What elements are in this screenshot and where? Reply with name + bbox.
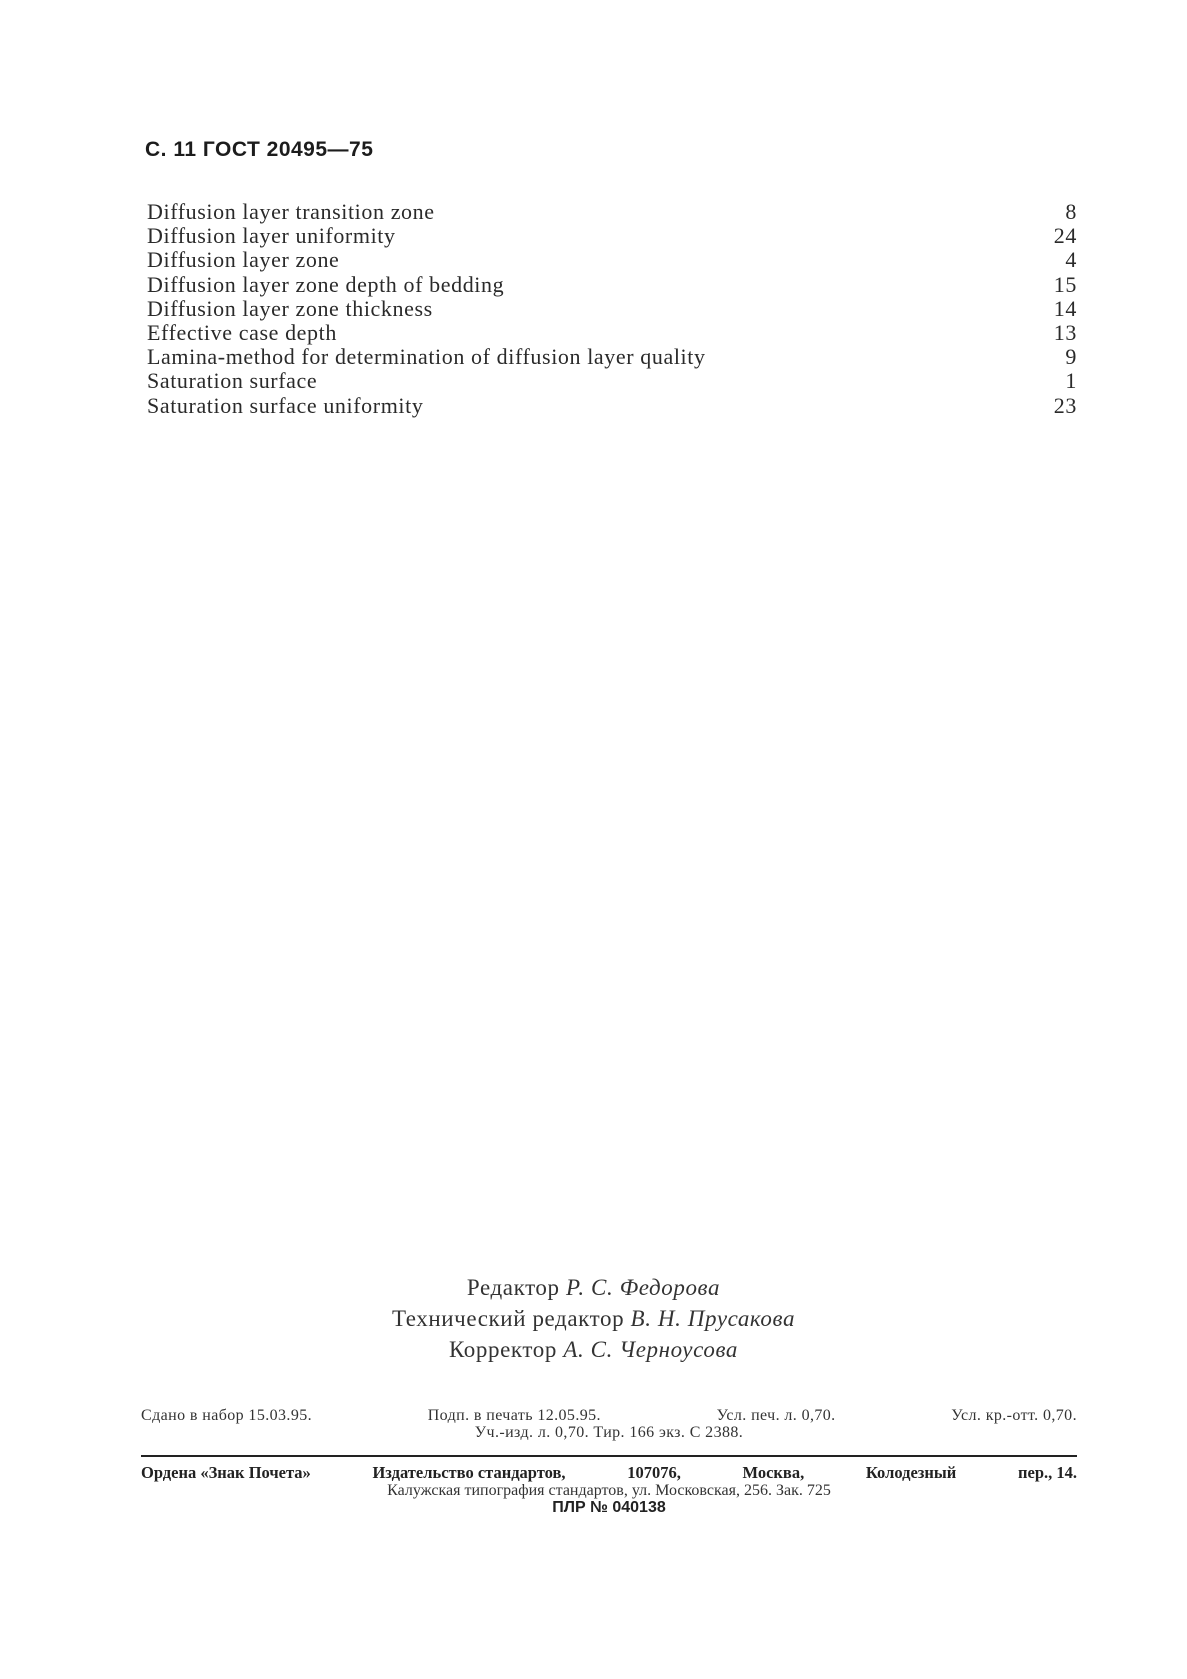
staff-line-technical-editor bbox=[0, 1303, 1187, 1334]
staff-name: Р. С. Федорова bbox=[566, 1275, 721, 1300]
index-term: Diffusion layer transition zone bbox=[147, 199, 435, 224]
license-number: ПЛР № 040138 bbox=[552, 1499, 666, 1516]
term-index-list bbox=[147, 200, 1077, 418]
publisher-street: Колодезный bbox=[865, 1463, 957, 1482]
index-term: Saturation surface uniformity bbox=[147, 392, 424, 418]
index-entry bbox=[147, 200, 1077, 224]
publisher-block bbox=[141, 1464, 1077, 1516]
publisher-city: Москва, bbox=[742, 1463, 805, 1482]
index-page-number: 1 bbox=[1065, 368, 1077, 394]
publisher-postcode: 107076, bbox=[627, 1463, 681, 1482]
staff-role: Корректор bbox=[449, 1337, 557, 1362]
publisher-line bbox=[141, 1464, 1077, 1482]
staff-name: А. С. Черноусова bbox=[563, 1337, 738, 1362]
index-page-number: 9 bbox=[1065, 344, 1077, 370]
staff-role: Технический редактор bbox=[391, 1306, 625, 1331]
staff-line-editor bbox=[0, 1272, 1187, 1303]
index-term: Diffusion layer zone thickness bbox=[147, 295, 433, 321]
index-page-number: 4 bbox=[1065, 247, 1077, 273]
index-page-number: 8 bbox=[1065, 199, 1077, 224]
editorial-staff bbox=[0, 1272, 1187, 1365]
staff-name: В. Н. Прусакова bbox=[630, 1306, 796, 1331]
index-term: Lamina-method for determination of diffusion layer quality bbox=[147, 344, 706, 370]
index-term: Diffusion layer uniformity bbox=[147, 223, 396, 249]
index-term: Diffusion layer zone bbox=[147, 247, 340, 273]
imprint-line: Уч.-изд. л. 0,70. Тир. 166 экз. С 2388. bbox=[474, 1424, 744, 1441]
index-entry bbox=[147, 369, 1077, 393]
staff-line-proofreader bbox=[0, 1334, 1187, 1365]
index-term: Diffusion layer zone depth of bedding bbox=[147, 271, 505, 297]
index-page-number: 24 bbox=[1053, 223, 1077, 249]
index-entry bbox=[147, 297, 1077, 321]
publisher-name: Издательство стандартов, bbox=[372, 1463, 566, 1482]
publisher-order: Ордена «Знак Почета» bbox=[141, 1463, 311, 1482]
imprint-print-date: Подп. в печать 12.05.95. bbox=[427, 1407, 601, 1424]
imprint-printed-sheets: Усл. печ. л. 0,70. bbox=[716, 1407, 836, 1424]
index-page-number: 13 bbox=[1053, 319, 1077, 345]
index-entry bbox=[147, 248, 1077, 272]
staff-role: Редактор bbox=[466, 1275, 560, 1300]
index-term: Effective case depth bbox=[147, 319, 337, 345]
print-imprint bbox=[141, 1407, 1077, 1441]
imprint-line bbox=[141, 1407, 1077, 1424]
index-page-number: 23 bbox=[1053, 392, 1077, 418]
page-header: С. 11 ГОСТ 20495—75 bbox=[145, 138, 374, 161]
divider-rule bbox=[141, 1455, 1077, 1457]
index-entry bbox=[147, 321, 1077, 345]
imprint-color-sheets: Усл. кр.-отт. 0,70. bbox=[951, 1407, 1077, 1424]
index-entry bbox=[147, 394, 1077, 418]
publisher-address-number: пер., 14. bbox=[1017, 1463, 1077, 1482]
index-page-number: 14 bbox=[1053, 295, 1077, 321]
index-entry bbox=[147, 273, 1077, 297]
index-page-number: 15 bbox=[1053, 271, 1077, 297]
index-entry bbox=[147, 345, 1077, 369]
index-term: Saturation surface bbox=[147, 368, 318, 394]
index-entry bbox=[147, 224, 1077, 248]
imprint-typeset-date: Сдано в набор 15.03.95. bbox=[141, 1407, 313, 1424]
printing-house-line: Калужская типография стандартов, ул. Московская, 256. Зак. 725 bbox=[387, 1482, 831, 1499]
